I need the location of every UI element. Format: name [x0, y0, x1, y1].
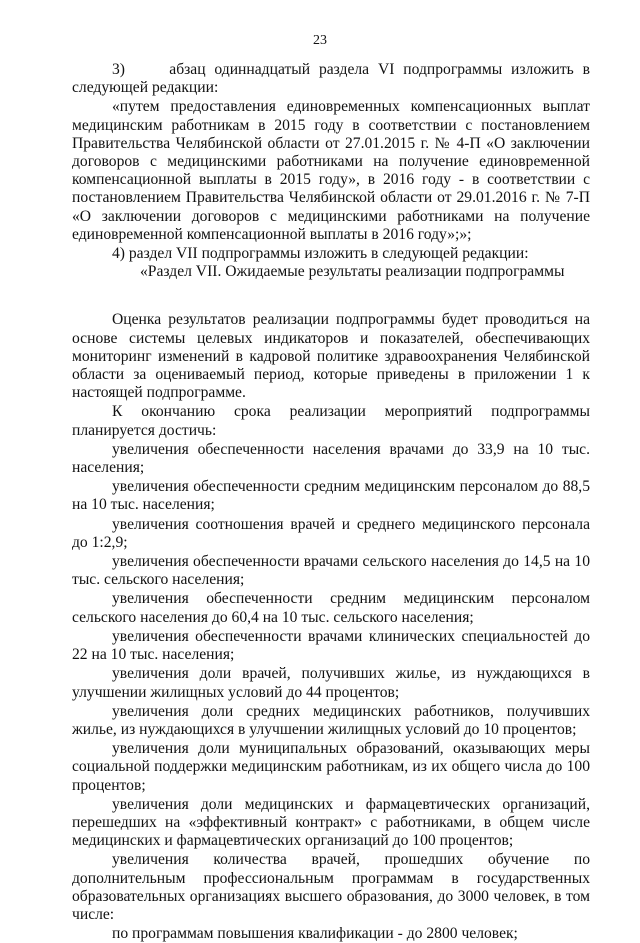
list-item: увеличения обеспеченности средним медицинским персоналом сельского населения до 60,4 на 10 тыс. сельского населения;: [72, 590, 590, 626]
list-item: увеличения обеспеченности средним медицинским персоналом до 88,5 на 10 тыс. населения;: [72, 478, 590, 514]
paragraph-amendment-3: 3) абзац одиннадцатый раздела VI подпрограммы изложить в следующей редакции:: [72, 61, 590, 97]
list-item: увеличения доли врачей, получивших жилье, из нуждающихся в улучшении жилищных условий до 44 процентов;: [72, 665, 590, 701]
list-item: увеличения соотношения врачей и среднего медицинского персонала до 1:2,9;: [72, 515, 590, 551]
list-item: по программам повышения квалификации - до 2800 человек;: [112, 925, 518, 943]
list-item: увеличения обеспеченности населения врачами до 33,9 на 10 тыс. населения;: [72, 440, 590, 477]
list-item: увеличения обеспеченности врачами сельского населения до 14,5 на 10 тыс. сельского населения;: [72, 553, 590, 589]
paragraph-evaluation: Оценка результатов реализации подпрограммы будет проводиться на основе системы целевых индикаторов и показателей, обеспечивающих мониторинг изменений в кадровой политике здравоохранения Челябинской области за оцениваемый период, которые приведены в приложении 1 к настоящей подпрограмме.: [72, 311, 590, 402]
section-heading: «Раздел VII. Ожидаемые результаты реализации подпрограммы: [140, 263, 565, 281]
paragraph-amendment-4: 4) раздел VII подпрограммы изложить в следующей редакции:: [112, 245, 529, 263]
list-item: увеличения доли муниципальных образований, оказывающих меры социальной поддержки медицинским работникам, из их общего числа до 100 процентов;: [72, 740, 590, 794]
list-item: увеличения количества врачей, прошедших обучение по дополнительным профессиональным программам в государственных образовательных организациях высшего образования, до 3000 человек, в том числе:: [72, 851, 590, 923]
list-item: увеличения доли медицинских и фармацевтических организаций, перешедших на «эффективный контракт» с работниками, в общем числе медицинских и фармацевтических организаций до 100 процентов;: [72, 795, 590, 850]
list-item: увеличения доли средних медицинских работников, получивших жилье, из нуждающихся в улучшении жилищных условий до 10 процентов;: [72, 702, 590, 738]
page-number: 23: [313, 33, 327, 48]
document-body: [72, 61, 590, 943]
paragraph-targets-intro: К окончанию срока реализации мероприятий подпрограммы планируется достичь:: [72, 403, 590, 439]
paragraph-amendment-3-text: «путем предоставления единовременных компенсационных выплат медицинским работникам в 2015 году в соответствии с постановлением Правительства Челябинской области от 27.01.2015 г. № 4-П «О заключении договоров с медицинскими работниками на получение единовременной компенсационной выплаты в 2015 году», в 2016 году - в соответствии с постановлением Правительства Челябинской области от 29.01.2016 г. № 7-П «О заключении договоров с медицинскими работниками на получение единовременной компенсационной выплаты в 2016 году»;»;: [72, 98, 590, 243]
section-gap: [72, 281, 590, 311]
list-item: увеличения обеспеченности врачами клинических специальностей до 22 на 10 тыс. населения;: [72, 627, 590, 664]
